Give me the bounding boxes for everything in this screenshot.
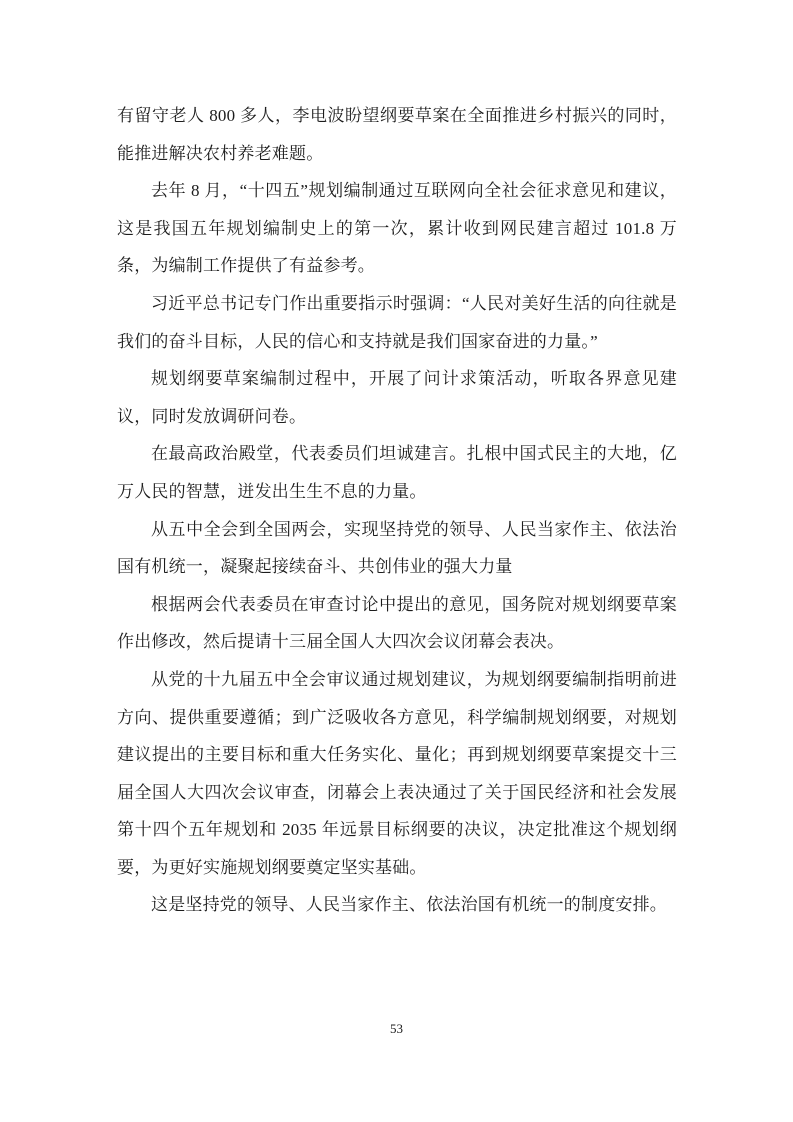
paragraph: 这是坚持党的领导、人民当家作主、依法治国有机统一的制度安排。 bbox=[151, 895, 667, 915]
paragraph: 在最高政治殿堂，代表委员们坦诚建言。扎根中国式民主的大地，亿万人民的智慧，迸发出生生不息的力量。 bbox=[117, 444, 677, 501]
paragraph: 从党的十九届五中全会审议通过规划建议，为规划纲要编制指明前进方向、提供重要遵循；到广泛吸收各方意见，科学编制规划纲要，对规划建议提出的主要目标和重大任务实化、量化；再到规划纲要草案提交十三届全国人大四次会议审查，闭幕会上表决通过了关于国民经济和社会发展第十四个五年规划和 2035 年远景目标纲要的决议，决定批准这个规划纲要，为更好实施规划纲要奠定坚实基础。 bbox=[117, 669, 677, 877]
paragraph: 根据两会代表委员在审查讨论中提出的意见，国务院对规划纲要草案作出修改，然后提请十三届全国人大四次会议闭幕会表决。 bbox=[117, 594, 677, 652]
paragraph: 从五中全会到全国两会，实现坚持党的领导、人民当家作主、依法治国有机统一，凝聚起接续奋斗、共创伟业的强大力量 bbox=[117, 519, 677, 577]
page-number: 53 bbox=[390, 1021, 403, 1036]
paragraph: 规划纲要草案编制过程中，开展了问计求策活动，听取各界意见建议，同时发放调研问卷。 bbox=[117, 369, 677, 426]
paragraph: 习近平总书记专门作出重要指示时强调：“人民对美好生活的向往就是我们的奋斗目标，人民的信心和支持就是我们国家奋进的力量。” bbox=[117, 293, 677, 351]
paragraph: 去年 8 月，“十四五”规划编制通过互联网向全社会征求意见和建议，这是我国五年规划编制史上的第一次，累计收到网民建言超过 101.8 万条，为编制工作提供了有益参考。 bbox=[117, 181, 677, 276]
paragraph: 有留守老人 800 多人，李电波盼望纲要草案在全面推进乡村振兴的同时，能推进解决农村养老难题。 bbox=[117, 106, 677, 163]
document-body bbox=[117, 97, 677, 924]
